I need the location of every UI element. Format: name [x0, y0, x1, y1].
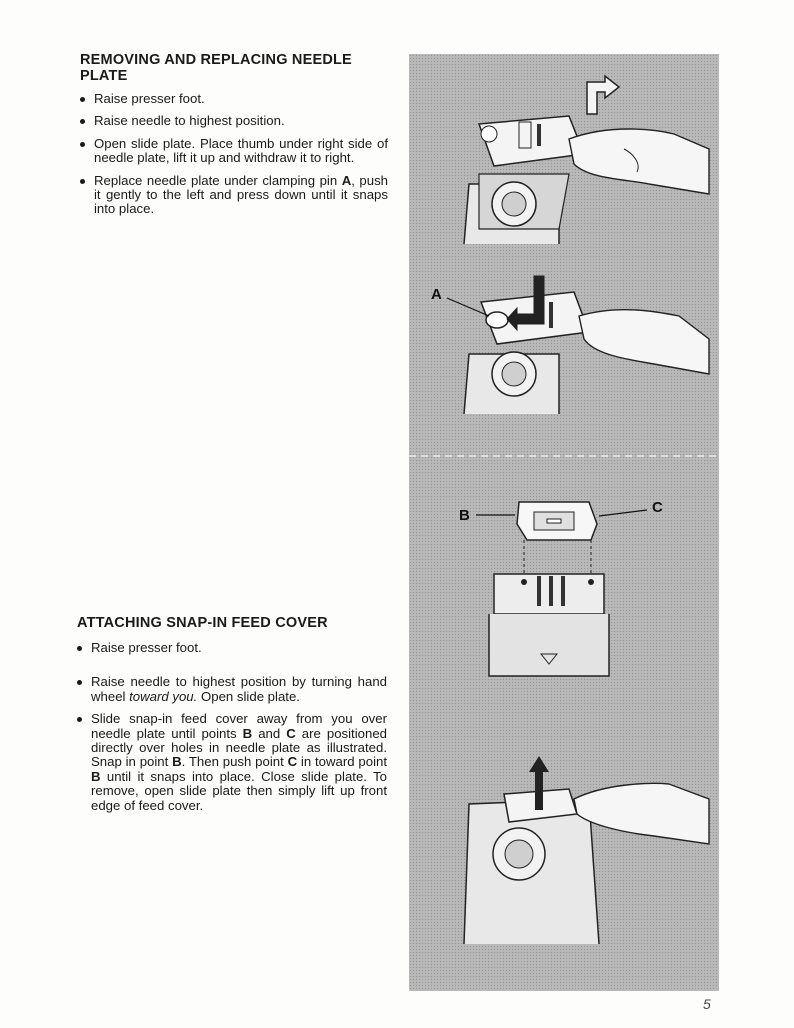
instruction-list	[77, 641, 387, 813]
figure-feed-cover-exploded	[459, 499, 663, 676]
section-attaching-feed-cover	[77, 615, 387, 821]
instruction-step: Raise presser foot.	[77, 641, 387, 655]
instruction-step: Slide snap-in feed cover away from you over needle plate until points B and C are positioned directly over holes in needle plate as illustrated. Snap in point B. Then push point C in toward point B until it snaps into place. Close slide plate. To remove, open slide plate then simply lift up front edge of feed cover.	[77, 712, 387, 813]
instruction-step: Replace needle plate under clamping pin A, push it gently to the left and press down until it snaps into place.	[80, 174, 388, 217]
illustration-panel	[409, 54, 719, 991]
section-removing-needle-plate	[80, 52, 388, 225]
section-title: REMOVING AND REPLACING NEEDLE PLATE	[80, 52, 352, 84]
label-b: B	[459, 507, 470, 524]
instruction-step: Raise needle to highest position by turning hand wheel toward you. Open slide plate.	[77, 675, 387, 704]
section-title: ATTACHING SNAP-IN FEED COVER	[77, 615, 328, 631]
figure-snap-feed-cover	[464, 756, 709, 944]
figure-lift-needle-plate	[464, 76, 709, 244]
instruction-step: Raise presser foot.	[80, 92, 388, 106]
instruction-step: Open slide plate. Place thumb under right side of needle plate, lift it up and withdraw it to right.	[80, 137, 388, 166]
label-a: A	[431, 286, 442, 303]
label-c: C	[652, 499, 663, 516]
page-number: 5	[703, 996, 711, 1012]
figure-replace-needle-plate	[431, 276, 709, 414]
instruction-list	[80, 92, 388, 217]
instruction-step: Raise needle to highest position.	[80, 114, 388, 128]
